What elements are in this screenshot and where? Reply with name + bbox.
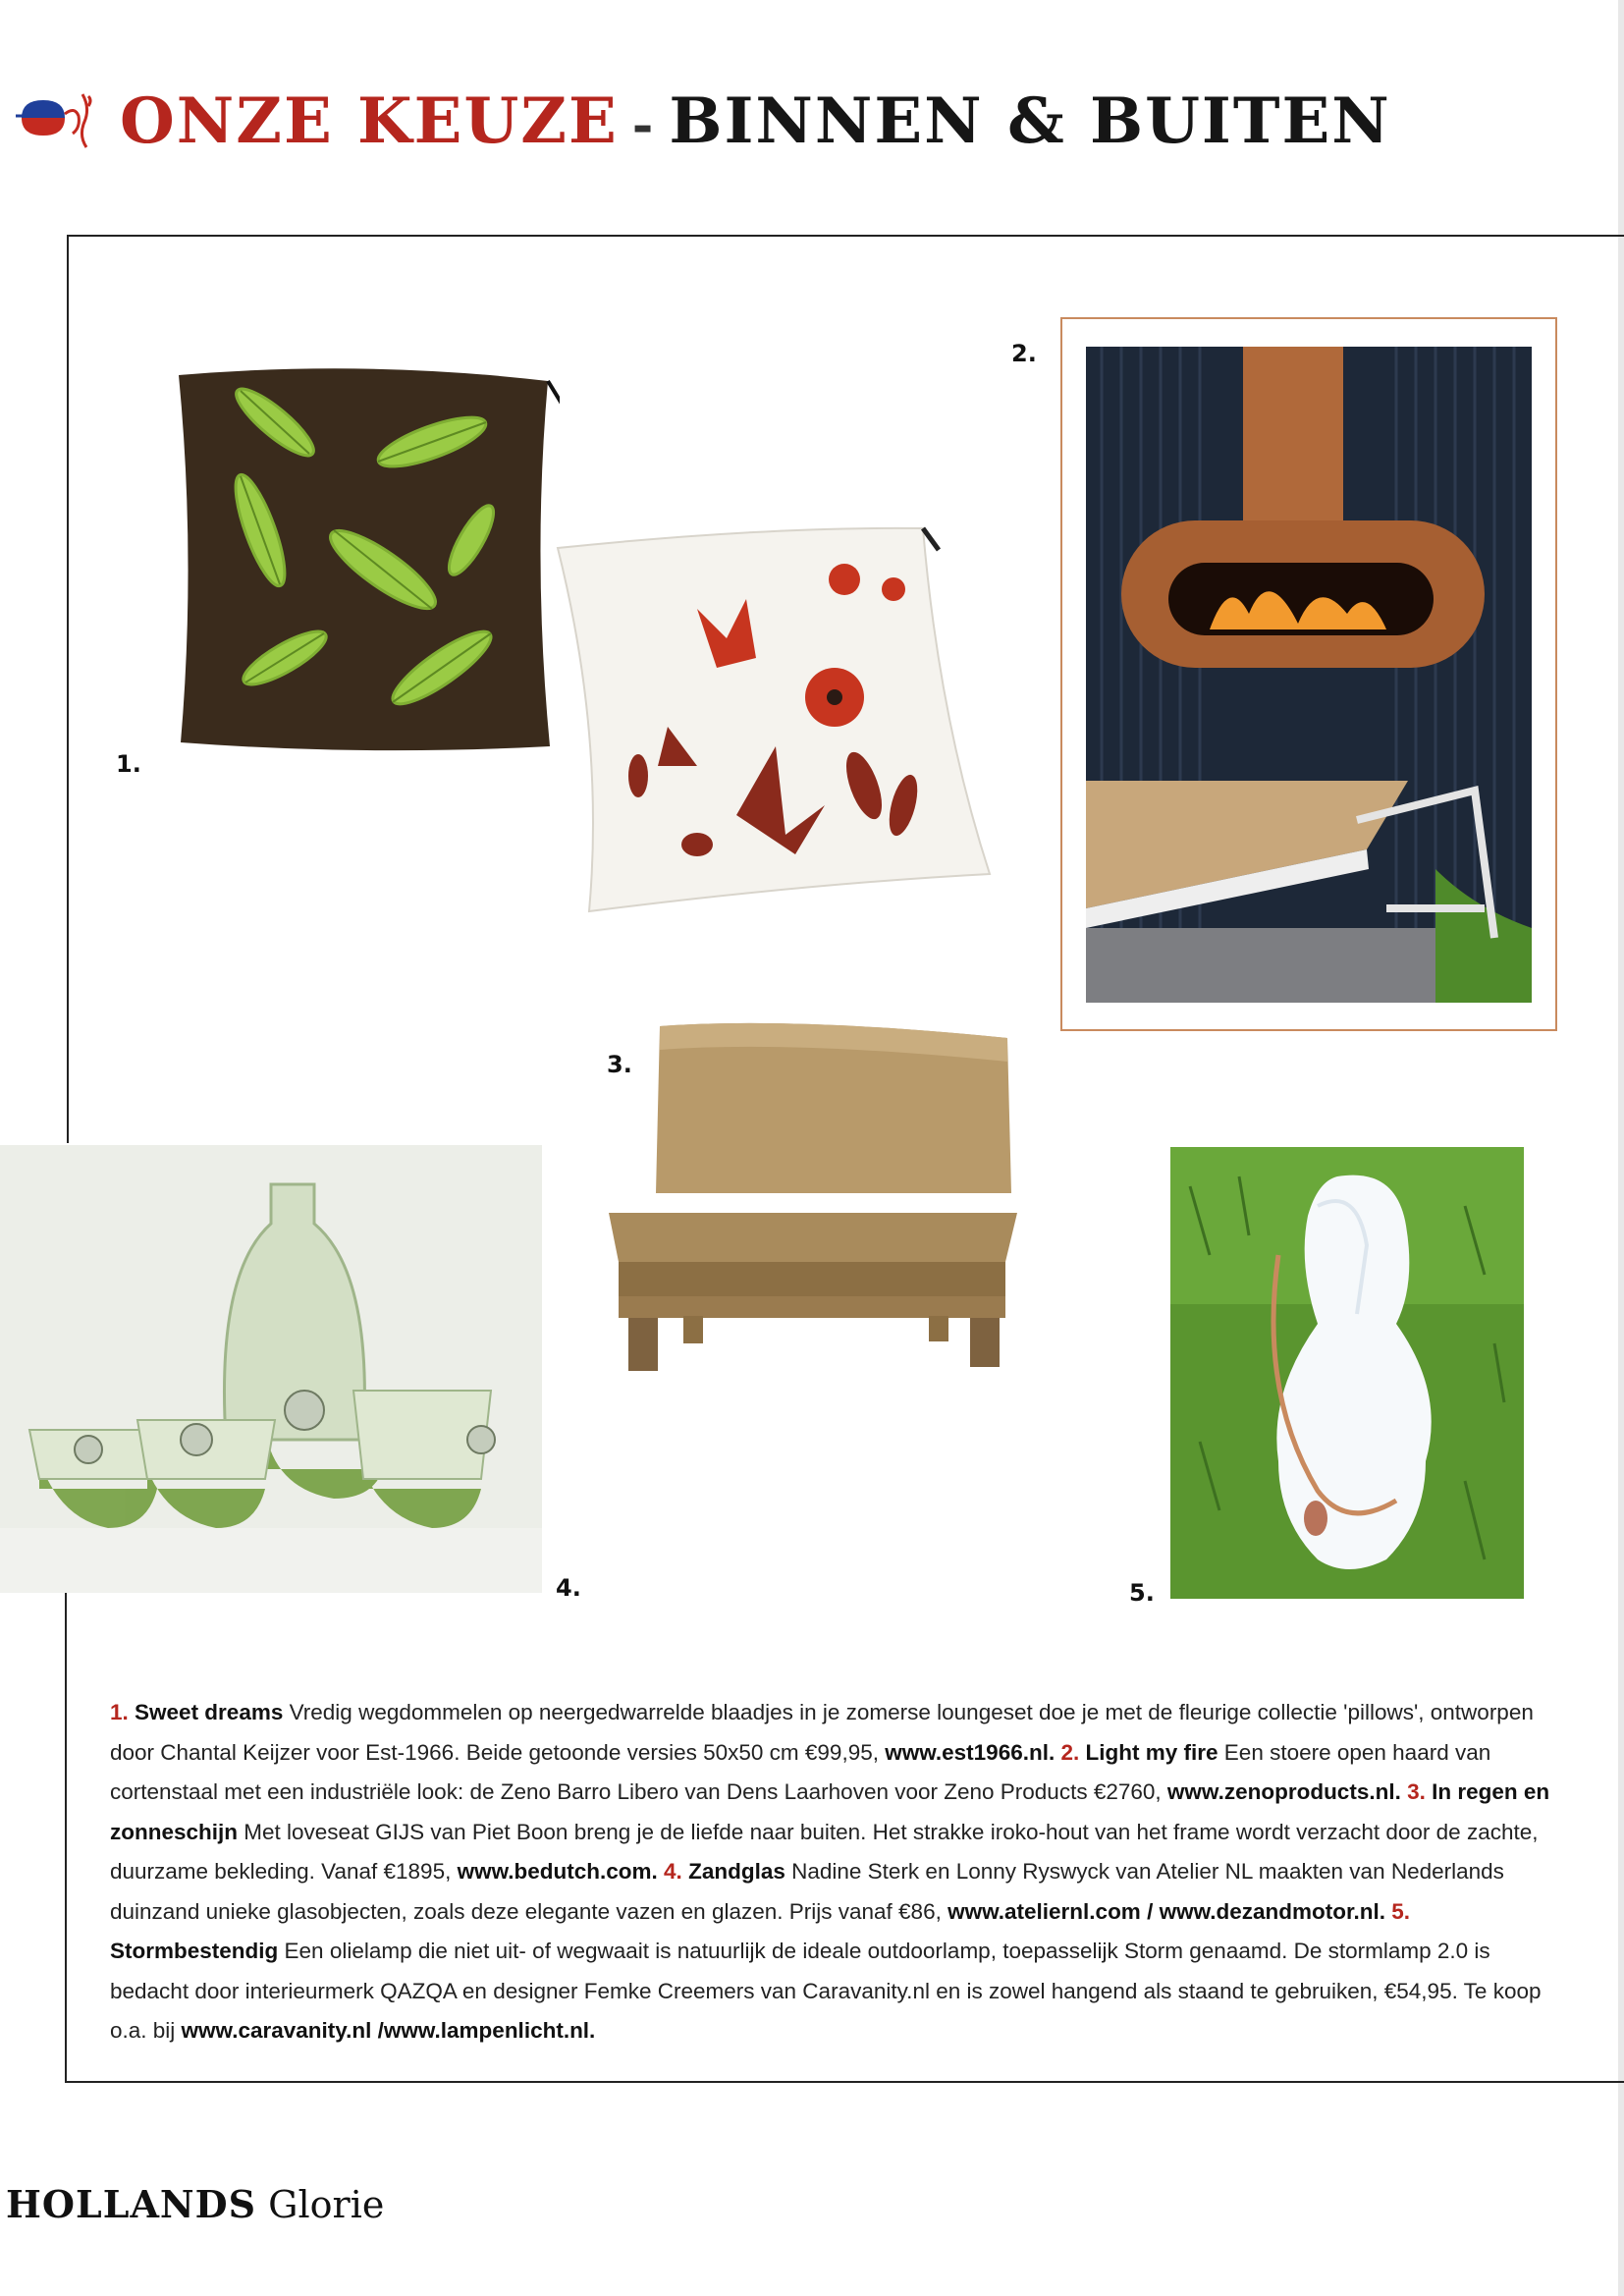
- storm-lamp-photo: [1170, 1147, 1524, 1599]
- caption-item-1-text: Vredig wegdommelen op neergedwarrelde blaadjes in je zomerse loungeset doe je met de fleurige collectie 'pillows', ontworpen door Chantal Keijzer voor Est-1966. Beide getoonde versies 50x50 cm €99,95,: [110, 1700, 1534, 1765]
- page-header: [14, 77, 1391, 165]
- page-title: [120, 84, 1391, 158]
- caption-item-5-title: Stormbestendig: [110, 1939, 279, 1963]
- item-number-1: 1.: [116, 750, 141, 778]
- caption-item-4-link[interactable]: www.ateliernl.com / www.dezandmotor.nl.: [947, 1898, 1385, 1924]
- title-black-part: BINNEN & BUITEN: [669, 83, 1391, 158]
- caption-item-5-text: Een olielamp die niet uit- of wegwaait is natuurlijk de ideale outdoorlamp, toepasselijk Storm genaamd. De stormlamp 2.0 is bedacht door interieurmerk QAZQA en designer Femke Creemers van Caravanity.nl en is zowel hangend als staand te gebruiken, €54,95. Te koop o.a. bij: [110, 1939, 1542, 2043]
- caption-item-1-title: Sweet dreams: [135, 1700, 284, 1724]
- item-number-5: 5.: [1129, 1579, 1155, 1607]
- footer-brand: HOLLANDS: [6, 2182, 257, 2226]
- fireplace-photo: [1060, 317, 1557, 1031]
- caption-text: [110, 1693, 1563, 2051]
- magazine-footer: [6, 2182, 384, 2226]
- caption-item-4-text: Nadine Sterk en Lonny Ryswyck van Atelier NL maakten van Nederlands duinzand unieke glasobjecten, zoals deze elegante vazen en glazen. Prijs vanaf €86,: [110, 1859, 1504, 1924]
- caption-item-1-number: 1.: [110, 1700, 129, 1724]
- title-red-part: ONZE KEUZE: [120, 83, 619, 158]
- fern-pillow-photo: [167, 363, 560, 756]
- caption-item-2-link[interactable]: www.zenoproducts.nl.: [1166, 1779, 1401, 1804]
- page-edge-shadow: [1618, 0, 1624, 2296]
- caption-item-3-link[interactable]: www.bedutch.com.: [457, 1859, 658, 1884]
- caption-item-2-title: Light my fire: [1085, 1739, 1218, 1765]
- frame-bottom-rule: [65, 2081, 1624, 2083]
- caption-item-1-link[interactable]: www.est1966.nl.: [885, 1739, 1056, 1765]
- frame-left-rule: [67, 235, 69, 1143]
- loveseat-photo: [595, 1016, 1027, 1380]
- caption-item-5-link[interactable]: www.caravanity.nl /www.lampenlicht.nl.: [181, 2018, 596, 2043]
- title-separator: -: [631, 94, 656, 155]
- caption-item-2-text: Een stoere open haard van cortenstaal met een industriële look: de Zeno Barro Libero van Dens Laarhoven voor Zeno Products €2760,: [110, 1739, 1491, 1804]
- item-number-4: 4.: [556, 1574, 581, 1602]
- caption-item-4-number: 4.: [664, 1859, 682, 1884]
- frame-top-rule: [67, 235, 1624, 237]
- caption-item-4-title: Zandglas: [688, 1859, 785, 1884]
- frame-left-rule-lower: [65, 1591, 67, 2082]
- leaf-pillow-photo: [550, 520, 1001, 913]
- caption-item-3-title: In regen en zonneschijn: [110, 1779, 1550, 1844]
- caption-item-3-text: Met loveseat GIJS van Piet Boon breng je de liefde naar buiten. Het strakke iroko-hout van het frame wordt verzacht door de zachte, duurzame bekleding. Vanaf €1895,: [110, 1819, 1539, 1884]
- caption-item-5-number: 5.: [1391, 1898, 1411, 1924]
- caption-item-3-number: 3.: [1407, 1779, 1426, 1804]
- item-number-3: 3.: [607, 1051, 632, 1078]
- item-number-2: 2.: [1011, 340, 1037, 367]
- footer-subbrand: Glorie: [268, 2183, 385, 2226]
- caption-item-2-number: 2.: [1060, 1739, 1080, 1765]
- sand-glass-photo: [0, 1145, 542, 1593]
- teapot-logo-icon: [14, 86, 112, 155]
